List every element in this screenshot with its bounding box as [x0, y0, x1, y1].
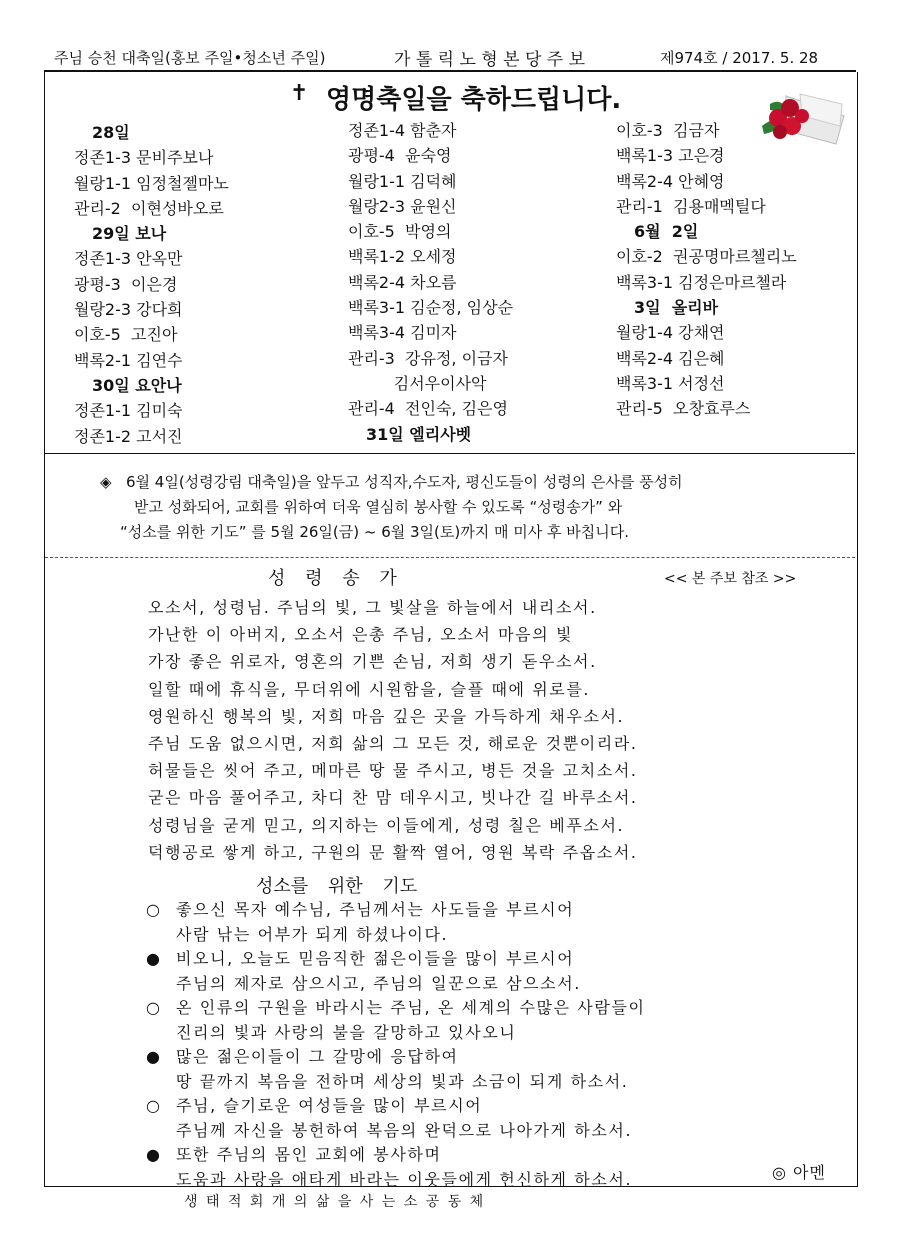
name-entry: 정존1-3 문비주보나: [74, 148, 214, 168]
prayer-line: [146, 1119, 646, 1144]
song-line: 주님 도움 없으시면, 저희 삶의 그 모든 것, 해로운 것뿐이리라.: [148, 734, 638, 754]
open-circle-icon: ○: [146, 900, 162, 919]
feast-day-title: [326, 79, 621, 116]
section-divider: [45, 557, 855, 558]
notice-line: “성소를 위한 기도” 를 5월 26일(금) ~ 6월 3일(토)까지 매 미사 후 바칩니다.: [120, 523, 629, 541]
prayer-line: [146, 1094, 646, 1119]
prayer-line-text: 비오니, 오늘도 믿음직한 젊은이들을 많이 부르시어: [176, 949, 575, 968]
name-entry: 월랑1-1 임정철젤마노: [74, 173, 229, 193]
name-entry: 정존1-3 안옥만: [74, 249, 183, 269]
name-entry: 정존1-4 함춘자: [348, 121, 457, 140]
name-entry: 백록3-1 김정은마르첼라: [616, 272, 787, 292]
prayer-line: [146, 1070, 646, 1095]
name-entry: 광평-3 이은경: [74, 274, 178, 294]
feast-day-title-text: 영명축일을 축하드립니다.: [326, 85, 622, 115]
name-entry: 백록2-1 김연수: [74, 350, 183, 370]
song-line: 영원하신 행복의 빛, 저희 마음 깊은 곳을 가득하게 채우소서.: [148, 706, 625, 726]
name-entry: 관리-1 김용매멕틸다: [616, 196, 766, 216]
bulletin-header: [48, 44, 856, 70]
prayer-line: [146, 947, 646, 972]
prayer-line-text: 사람 낚는 어부가 되게 하셨나이다.: [176, 924, 449, 944]
cross-icon: ✝: [290, 81, 309, 106]
prayer-line: [146, 1143, 646, 1168]
song-line: 가장 좋은 위로자, 영혼의 기쁜 손님, 저희 생기 돋우소서.: [148, 652, 597, 672]
prayer-line: [146, 923, 646, 948]
names-column-1: [74, 120, 229, 449]
prayer-line: [146, 1168, 646, 1193]
filled-circle-icon: ●: [146, 949, 162, 968]
prayer-line: [146, 972, 646, 997]
feast-date: 30일 요안나: [92, 375, 182, 395]
prayer-line-text: 진리의 빛과 사랑의 불을 갈망하고 있사오니: [176, 1022, 517, 1042]
name-entry: 관리-4 전인숙, 김은영: [348, 399, 508, 419]
song-line: 성령님을 굳게 믿고, 의지하는 이들에게, 성령 칠은 베푸소서.: [148, 815, 625, 835]
name-entry: 정존1-1 김미숙: [74, 401, 183, 421]
feast-date: 31일 엘리사벳: [366, 424, 472, 444]
amen: ◎ 아멘: [772, 1163, 826, 1182]
name-entry: 백록2-4 김은혜: [616, 348, 725, 368]
prayer-line-text: 또한 주님의 몸인 교회에 봉사하며: [176, 1145, 442, 1164]
name-entry: 이호-5 박영의: [348, 222, 452, 242]
prayer-text: [146, 898, 646, 1192]
song-line: 허물들은 씻어 주고, 메마른 땅 물 주시고, 병든 것을 고치소서.: [148, 761, 638, 781]
song-line: 오소서, 성령님. 주님의 빛, 그 빛살을 하늘에서 내리소서.: [148, 598, 597, 617]
song-line: 일할 때에 휴식을, 무더위에 시원함을, 슬플 때에 위로를.: [148, 679, 591, 699]
filled-circle-icon: ●: [146, 1145, 162, 1164]
song-text: [148, 594, 638, 866]
name-entry: 백록3-1 서정선: [616, 373, 725, 393]
feast-date: 29일 보나: [92, 224, 167, 244]
name-entry: 월랑2-3 강다희: [74, 300, 183, 320]
name-entry: 백록1-3 고은경: [616, 146, 725, 166]
prayer-line-text: 많은 젊은이들이 그 갈망에 응답하여: [176, 1047, 459, 1066]
name-entry: 관리-3 강유정, 이금자: [348, 348, 508, 368]
prayer-line-text: 주님, 슬기로운 여성들을 많이 부르시어: [176, 1096, 483, 1115]
name-entry: 백록2-4 차오름: [348, 272, 457, 292]
notice-box: [100, 470, 820, 545]
header-parish: 가 톨 릭 노 형 본 당 주 보: [394, 50, 586, 70]
song-line: 굳은 마음 풀어주고, 차디 찬 맘 데우시고, 빗나간 길 바루소서.: [148, 788, 638, 808]
feast-date: 3일 올리바: [634, 298, 719, 318]
name-entry: 월랑1-4 강채연: [616, 323, 725, 343]
prayer-line-text: 주님의 제자로 삼으시고, 주님의 일꾼으로 삼으소서.: [176, 973, 581, 993]
name-entry: 정존1-2 고서진: [74, 426, 183, 446]
feast-date: 6월 2일: [634, 222, 699, 242]
prayer-line: [146, 1045, 646, 1070]
name-entry: 관리-2 이현성바오로: [74, 198, 224, 218]
name-entry: 백록3-1 김순정, 임상순: [348, 298, 514, 318]
name-entry: 월랑1-1 김덕혜: [348, 171, 457, 191]
prayer-title: 성소를 위한 기도: [256, 876, 418, 897]
header-issue: 제974호 / 2017. 5. 28: [660, 49, 819, 67]
prayer-line-text: 도움과 사랑을 애타게 바라는 이웃들에게 헌신하게 하소서.: [176, 1169, 633, 1189]
name-entry: 김서우이사악: [348, 373, 487, 393]
names-column-3: [616, 118, 797, 422]
notice-line: 6월 4일(성령강림 대축일)을 앞두고 성직자,수도자, 평신도들이 성령의 은사를 풍성히: [126, 473, 683, 491]
prayer-line: [146, 1021, 646, 1046]
notice-line: 받고 성화되어, 교회를 위하여 더욱 열심히 봉사할 수 있도록 “성령송가” 와: [134, 498, 623, 516]
diamond-bullet-icon: ◈: [100, 473, 112, 491]
prayer-line-text: 온 인류의 구원을 바라시는 주님, 온 세계의 수많은 사람들이: [176, 998, 646, 1017]
prayer-line: [146, 898, 646, 923]
filled-circle-icon: ●: [146, 1047, 162, 1066]
name-entry: 백록3-4 김미자: [348, 323, 457, 343]
name-entry: 백록2-4 안혜영: [616, 171, 725, 191]
footer-motto: 생 태 적 회 개 의 삶 을 사 는 소 공 동 체: [184, 1194, 486, 1210]
section-divider: [45, 453, 855, 454]
song-reference: << 본 주보 참조 >>: [664, 571, 797, 587]
feast-date: 28일: [92, 123, 130, 142]
name-entry: 백록1-2 오세정: [348, 247, 457, 267]
prayer-line-text: 땅 끝까지 복음을 전하며 세상의 빛과 소금이 되게 하소서.: [176, 1071, 629, 1091]
open-circle-icon: ○: [146, 998, 162, 1017]
name-entry: 월랑2-3 윤원신: [348, 196, 457, 216]
name-entry: 이호-3 김금자: [616, 121, 720, 140]
song-line: 덕행공로 쌓게 하고, 구원의 문 활짝 열어, 영원 복락 주옵소서.: [148, 842, 638, 862]
names-column-2: [348, 118, 513, 447]
name-entry: 이호-2 권공명마르첼리노: [616, 247, 797, 267]
name-entry: 이호-5 고진아: [74, 325, 178, 345]
open-circle-icon: ○: [146, 1096, 162, 1115]
song-line: 가난한 이 아버지, 오소서 은총 주님, 오소서 마음의 빛: [148, 625, 574, 645]
name-entry: 광평-4 윤숙영: [348, 146, 452, 166]
song-title: 성 령 송 가: [268, 568, 397, 589]
prayer-line: [146, 996, 646, 1021]
name-entry: 관리-5 오창효루스: [616, 399, 751, 419]
header-feast: 주님 승천 대축일(홍보 주일•청소년 주일): [54, 49, 326, 67]
prayer-line-text: 좋으신 목자 예수님, 주님께서는 사도들을 부르시어: [176, 900, 575, 919]
prayer-line-text: 주님께 자신을 봉헌하여 복음의 완덕으로 나아가게 하소서.: [176, 1120, 633, 1140]
